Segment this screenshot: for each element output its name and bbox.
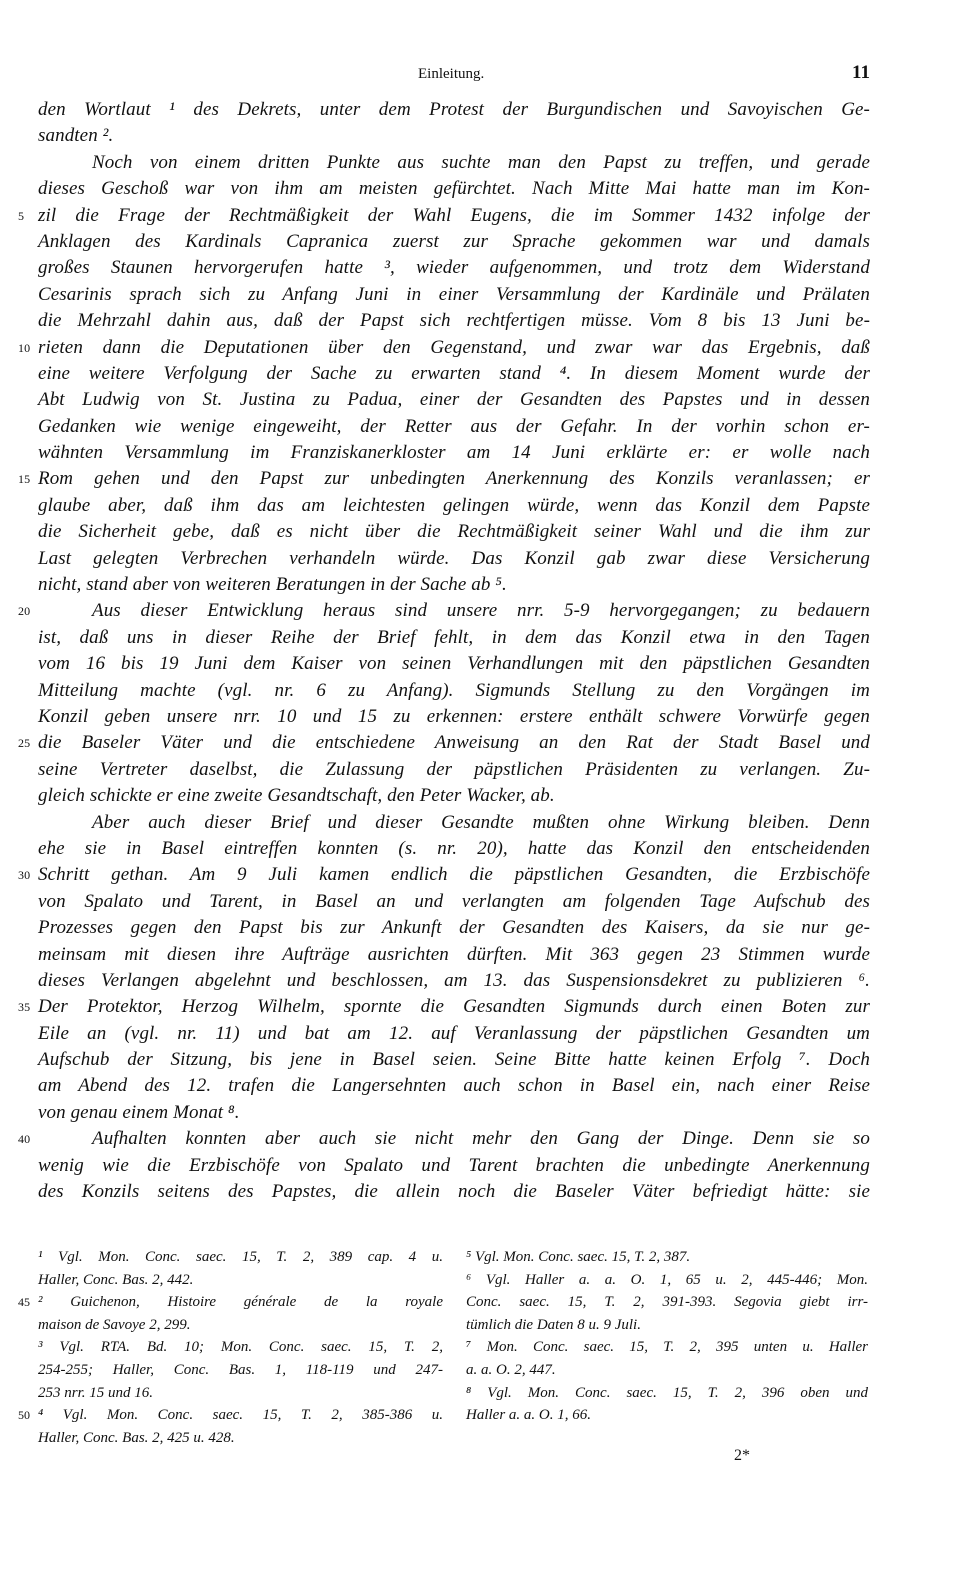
line-text: Mitteilung machte (vgl. nr. 6 zu Anfang). Sigmunds Stellung zu den Vorgängen im xyxy=(38,679,870,701)
text-line xyxy=(38,361,870,387)
text-line xyxy=(38,1047,870,1073)
footnote-line xyxy=(466,1269,868,1292)
line-text: dieses Verlangen abgelehnt und beschlossen, am 13. das Suspensionsdekret zu publizieren ⁶. xyxy=(38,969,870,991)
text-line xyxy=(38,836,870,862)
page-header xyxy=(0,60,960,90)
text-line xyxy=(38,942,870,968)
line-text: Haller, Conc. Bas. 2, 425 u. 428. xyxy=(38,1429,235,1446)
line-text: des Konzils seitens des Papstes, die allein noch die Baseler Väter befriedigt hätte: sie xyxy=(38,1181,870,1203)
text-line xyxy=(38,123,870,149)
text-line xyxy=(38,783,870,809)
text-line xyxy=(38,308,870,334)
text-line xyxy=(38,546,870,572)
text-line xyxy=(18,730,870,756)
line-text: Anklagen des Kardinals Capranica zuerst zur Sprache gekommen war und damals xyxy=(38,230,870,252)
footnote-line xyxy=(466,1246,868,1269)
line-text: nicht, stand aber von weiteren Beratungen in der Sache ab ⁵. xyxy=(38,574,507,596)
text-line xyxy=(38,1100,870,1126)
line-text: wähnten Versammlung im Franziskanerkloster am 14 Juni erklärte er: er wolle nach xyxy=(38,442,870,464)
line-number: 30 xyxy=(18,868,31,883)
line-text: Aus dieser Entwicklung heraus sind unsere nrr. 5-9 hervorgegangen; zu bedauern xyxy=(92,600,870,622)
text-line xyxy=(38,625,870,651)
text-line xyxy=(38,150,870,176)
text-line xyxy=(18,1126,870,1152)
signature-mark: 2* xyxy=(734,1447,750,1464)
footnotes-right-column xyxy=(466,1246,868,1427)
footnote-line xyxy=(38,1269,443,1292)
line-number: 45 xyxy=(18,1295,30,1310)
text-line xyxy=(38,493,870,519)
line-number: 25 xyxy=(18,736,31,751)
footnote-line xyxy=(466,1314,868,1337)
text-line xyxy=(18,862,870,888)
line-text: rieten dann die Deputationen über den Gegenstand, und zwar war das Ergebnis, daß xyxy=(38,336,870,358)
text-line xyxy=(18,466,870,492)
line-text: a. a. O. 2, 447. xyxy=(466,1361,556,1378)
footnote-line xyxy=(18,1291,443,1314)
running-title: Einleitung. xyxy=(418,66,485,82)
footnote-line xyxy=(466,1291,868,1314)
line-text: Konzil geben unsere nrr. 10 und 15 zu erkennen: erstere enthält schwere Vorwürfe gegen xyxy=(38,705,870,727)
text-line xyxy=(38,757,870,783)
text-line xyxy=(38,1179,870,1205)
text-line xyxy=(38,651,870,677)
line-text: Eile an (vgl. nr. 11) und bat am 12. auf Veranlassung der päpstlichen Gesandten um xyxy=(38,1022,870,1044)
text-line xyxy=(38,97,870,123)
line-text: Haller, Conc. Bas. 2, 442. xyxy=(38,1271,194,1288)
line-text: Haller a. a. O. 1, 66. xyxy=(466,1407,591,1424)
line-text: die Mehrzahl dahin aus, daß der Papst sich rechtfertigen müsse. Vom 8 bis 13 Juni be- xyxy=(38,310,870,332)
text-line xyxy=(18,203,870,229)
line-text: von genau einem Monat ⁸. xyxy=(38,1101,240,1123)
footnote-line xyxy=(38,1427,443,1450)
line-text: von Spalato und Tarent, in Basel an und verlangten am folgenden Tage Aufschub des xyxy=(38,890,870,912)
line-text: ³ Vgl. RTA. Bd. 10; Mon. Conc. saec. 15, T. 2, xyxy=(38,1339,443,1356)
text-line xyxy=(38,387,870,413)
line-text: 253 nrr. 15 und 16. xyxy=(38,1384,154,1401)
text-line xyxy=(38,1021,870,1047)
page-number: 11 xyxy=(852,62,870,83)
footnote-line xyxy=(466,1404,868,1427)
text-line xyxy=(38,572,870,598)
text-line xyxy=(38,414,870,440)
text-line xyxy=(38,915,870,941)
line-text: maison de Savoye 2, 299. xyxy=(38,1316,191,1333)
line-text: Last gelegten Verbrechen verhandeln würde. Das Konzil gab zwar diese Versicherung xyxy=(38,547,870,569)
line-text: Aufschub der Sitzung, bis jene in Basel seien. Seine Bitte hatte keinen Erfolg ⁷. Doch xyxy=(38,1049,870,1071)
line-text: tümlich die Daten 8 u. 9 Juli. xyxy=(466,1316,641,1333)
text-line xyxy=(38,519,870,545)
line-text: Prozesses gegen den Papst bis zur Ankunft der Gesandten des Kaisers, da sie nur ge- xyxy=(38,917,870,939)
line-text: vom 16 bis 19 Juni dem Kaiser von seinen Verhandlungen mit den päpstlichen Gesandten xyxy=(38,653,870,675)
text-line xyxy=(38,440,870,466)
main-text xyxy=(18,97,870,1205)
footnote-line xyxy=(38,1246,443,1269)
line-text: ⁸ Vgl. Mon. Conc. saec. 15, T. 2, 396 oben und xyxy=(466,1384,868,1401)
line-number: 40 xyxy=(18,1132,31,1147)
footnote-line xyxy=(38,1359,443,1382)
line-text: ⁴ Vgl. Mon. Conc. saec. 15, T. 2, 385-386 u. xyxy=(38,1407,443,1424)
line-text: die Baseler Väter und die entschiedene Anweisung an den Rat der Stadt Basel und xyxy=(38,732,870,754)
line-text: ¹ Vgl. Mon. Conc. saec. 15, T. 2, 389 cap. 4 u. xyxy=(38,1249,443,1265)
line-text: Rom gehen und den Papst zur unbedingten Anerkennung des Konzils veranlassen; er xyxy=(38,468,870,490)
line-text: ⁷ Mon. Conc. saec. 15, T. 2, 395 unten u. Haller xyxy=(466,1339,868,1356)
text-line xyxy=(38,810,870,836)
line-text: Conc. saec. 15, T. 2, 391-393. Segovia giebt irr- xyxy=(466,1294,868,1311)
line-text: Cesarinis sprach sich zu Anfang Juni in einer Versammlung der Kardinäle und Prälaten xyxy=(38,283,870,305)
line-text: Schritt gethan. Am 9 Juli kamen endlich die päpstlichen Gesandten, die Erzbischöfe xyxy=(38,864,870,886)
footnote-line xyxy=(466,1359,868,1382)
text-line xyxy=(18,994,870,1020)
footnote-line xyxy=(18,1404,443,1427)
footnote-line xyxy=(38,1314,443,1337)
text-line xyxy=(38,176,870,202)
line-number: 35 xyxy=(18,1000,31,1015)
line-text: zil die Frage der Rechtmäßigkeit der Wahl Eugens, die im Sommer 1432 infolge der xyxy=(38,204,870,226)
text-line xyxy=(38,229,870,255)
footnote-line xyxy=(466,1382,868,1405)
line-text: Aufhalten konnten aber auch sie nicht mehr den Gang der Dinge. Denn sie so xyxy=(92,1128,870,1150)
text-line xyxy=(38,1073,870,1099)
line-text: den Wortlaut ¹ des Dekrets, unter dem Protest der Burgundischen und Savoyischen Ge- xyxy=(38,99,870,120)
line-text: die Sicherheit gebe, daß es nicht über die Rechtmäßigkeit seiner Wahl und die ihm zur xyxy=(38,521,870,543)
text-line xyxy=(38,678,870,704)
text-line xyxy=(38,255,870,281)
text-line xyxy=(38,968,870,994)
line-text: Abt Ludwig von St. Justina zu Padua, einer der Gesandten des Papstes und in dessen xyxy=(38,389,870,411)
text-line xyxy=(18,335,870,361)
line-text: Der Protektor, Herzog Wilhelm, spornte die Gesandten Sigmunds durch einen Boten zur xyxy=(38,996,870,1018)
line-text: meinsam mit diesen ihre Aufträge ausrichten dürften. Mit 363 gegen 23 Stimmen wurde xyxy=(38,943,870,965)
line-text: großes Staunen hervorgerufen hatte ³, wieder aufgenommen, und trotz dem Widerstand xyxy=(38,257,870,279)
line-number: 5 xyxy=(18,208,25,223)
line-text: ehe sie in Basel eintreffen konnten (s. nr. 20), hatte das Konzil den entscheidenden xyxy=(38,837,870,859)
line-text: glaube aber, daß ihm das am leichtesten gelingen würde, wenn das Konzil dem Papste xyxy=(38,494,870,516)
text-line xyxy=(38,704,870,730)
text-line xyxy=(38,1153,870,1179)
line-text: ⁵ Vgl. Mon. Conc. saec. 15, T. 2, 387. xyxy=(466,1249,691,1265)
footnote-line xyxy=(38,1382,443,1405)
footnotes-left-column xyxy=(18,1246,443,1449)
line-text: eine weitere Verfolgung der Sache zu erwarten stand ⁴. In diesem Moment wurde der xyxy=(38,362,870,384)
footnote-line xyxy=(38,1336,443,1359)
line-text: Aber auch dieser Brief und dieser Gesandte mußten ohne Wirkung bleiben. Denn xyxy=(92,811,870,833)
line-text: ist, daß uns in dieser Reihe der Brief fehlt, in dem das Konzil etwa in den Tagen xyxy=(38,626,870,648)
line-text: sandten ². xyxy=(38,125,114,147)
line-text: am Abend des 12. trafen die Langersehnten auch schon in Basel ein, nach einer Reise xyxy=(38,1075,870,1097)
line-number: 15 xyxy=(18,472,31,487)
text-line xyxy=(38,889,870,915)
line-text: seine Vertreter daselbst, die Zulassung der päpstlichen Präsidenten zu verlangen. Zu- xyxy=(38,758,870,780)
line-text: Gedanken wie wenige eingeweiht, der Retter aus der Gefahr. In der vorhin schon er- xyxy=(38,415,870,437)
line-text: Noch von einem dritten Punkte aus suchte man den Papst zu treffen, und gerade xyxy=(92,151,870,173)
text-line xyxy=(38,282,870,308)
line-text: wenig wie die Erzbischöfe von Spalato und Tarent brachten die unbedingte Anerkennung xyxy=(38,1154,870,1176)
line-number: 10 xyxy=(18,340,31,355)
line-text: 254-255; Haller, Conc. Bas. 1, 118-119 und 247- xyxy=(38,1361,443,1378)
text-line xyxy=(18,598,870,624)
line-number: 50 xyxy=(18,1408,30,1423)
line-text: dieses Geschoß war von ihm am meisten gefürchtet. Nach Mitte Mai hatte man im Kon- xyxy=(38,178,870,200)
line-text: ⁶ Vgl. Haller a. a. O. 1, 65 u. 2, 445-446; Mon. xyxy=(466,1271,868,1288)
line-text: ² Guichenon, Histoire générale de la royale xyxy=(38,1294,443,1311)
footnote-line xyxy=(466,1336,868,1359)
line-number: 20 xyxy=(18,604,31,619)
line-text: gleich schickte er eine zweite Gesandtschaft, den Peter Wacker, ab. xyxy=(38,785,555,807)
